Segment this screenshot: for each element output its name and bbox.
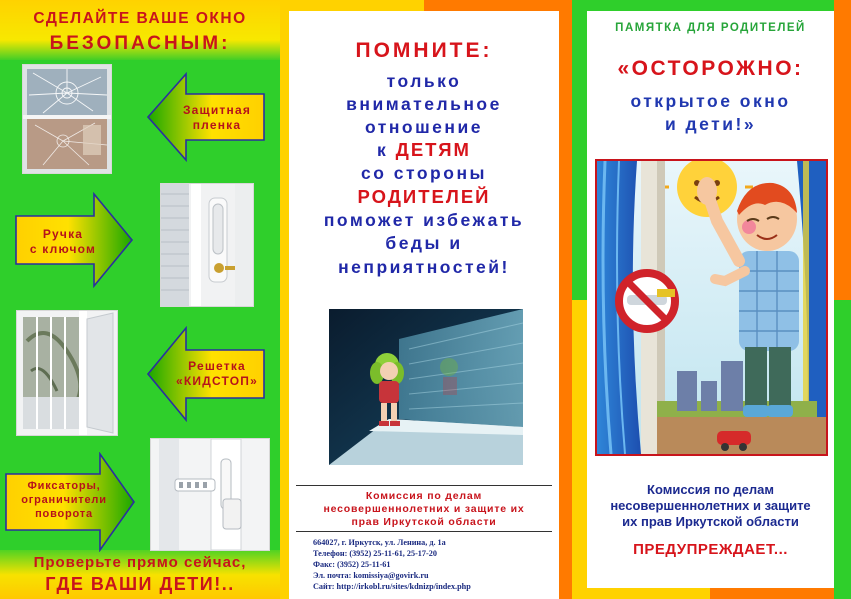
right-commission (587, 482, 834, 530)
open-window-line2: и дети!» (664, 114, 757, 134)
stripe-yellow-1 (280, 0, 289, 599)
right-panel (587, 11, 834, 588)
mid-line-4-prefix: к (377, 140, 396, 160)
window-grille-photo (16, 310, 118, 436)
contact-fax: Факс: (3952) 25-11-61 (313, 560, 391, 569)
left-panel (0, 0, 280, 599)
right-commission-line1: Комиссия по делам (647, 482, 774, 497)
mid-line-8: беды и (385, 233, 463, 253)
stripe-bottom-right-orange (710, 588, 834, 599)
mid-line-4-children: ДЕТЯМ (395, 139, 471, 160)
window-lock-limiter-photo (150, 438, 270, 551)
mid-line-9: неприятностей! (338, 257, 510, 277)
arrow-film-line1: Защитная (182, 103, 252, 117)
open-window-line1: открытое окно (630, 91, 791, 111)
mid-line-3: отношение (365, 117, 483, 137)
window-key-handle-photo (160, 183, 254, 307)
arrow-limiter (4, 452, 136, 552)
memo-heading: ПАМЯТКА ДЛЯ РОДИТЕЛЕЙ (615, 22, 806, 34)
left-bottom-line2: ГДЕ ВАШИ ДЕТИ!.. (45, 574, 235, 594)
middle-panel (289, 11, 559, 599)
mid-commission-line3: прав Иркутской области (351, 516, 497, 528)
arrow-grille-line1: Решетка (188, 359, 246, 373)
stripe-top-mid-orange (424, 0, 559, 11)
left-title-line2: БЕЗОПАСНЫМ: (49, 33, 231, 54)
window-cracked-film-photo (22, 64, 112, 174)
stripe-right-edge-lower (834, 300, 851, 599)
arrow-handle-line2: с ключом (29, 242, 97, 256)
arrow-limiter-line1: Фиксаторы, (27, 480, 101, 492)
doll-at-window-photo (329, 309, 523, 465)
left-title-line1: СДЕЛАЙТЕ ВАШЕ ОКНО (33, 10, 247, 27)
arrow-film-line2: пленка (192, 118, 242, 132)
arrow-grille-line2: «КИДСТОП» (175, 374, 258, 388)
caution-heading: «ОСТОРОЖНО: (617, 57, 804, 80)
mid-line-4 (289, 139, 559, 161)
arrow-limiter-line2: ограничители (21, 494, 107, 506)
arrow-film (146, 72, 266, 162)
contact-website[interactable]: Сайт: http://irkobl.ru/sites/kdnizp/index.php (313, 582, 471, 591)
stripe-green-lower (572, 300, 587, 599)
mid-commission-line2: несовершеннолетних и защите их (323, 503, 525, 515)
mid-commission (289, 490, 559, 529)
divider-bottom (296, 531, 552, 532)
mid-line-7: поможет избежать (323, 210, 525, 230)
divider-top (296, 485, 552, 486)
contact-address: 664027, г. Иркутск, ул. Ленина, д. 1а (313, 538, 446, 547)
stripe-orange (559, 0, 572, 599)
right-commission-line3: их прав Иркутской области (622, 514, 799, 529)
warns-text: ПРЕДУПРЕЖДАЕТ... (633, 541, 788, 558)
left-bottom-line1: Проверьте прямо сейчас, (33, 554, 247, 571)
right-commission-line2: несовершеннолетних и защите (610, 498, 811, 513)
arrow-handle (14, 192, 134, 288)
mid-line-2: внимательное (346, 94, 502, 114)
contact-email[interactable]: Эл. почта: komissiya@govirk.ru (313, 571, 429, 580)
arrow-limiter-line3: поворота (35, 508, 93, 520)
mid-line-6: РОДИТЕЛЕЙ (357, 186, 491, 207)
stripe-top-right (587, 0, 851, 11)
mid-line-1: только (386, 71, 462, 91)
mid-commission-line1: Комиссия по делам (365, 490, 483, 502)
contact-phone: Телефон: (3952) 25-11-61, 25-17-20 (313, 549, 437, 558)
arrow-handle-line1: Ручка (42, 227, 84, 241)
arrow-grille (146, 326, 266, 422)
remember-heading: ПОМНИТЕ: (355, 39, 493, 62)
boy-at-window-illustration (595, 159, 828, 456)
mid-line-5: со стороны (361, 163, 487, 183)
